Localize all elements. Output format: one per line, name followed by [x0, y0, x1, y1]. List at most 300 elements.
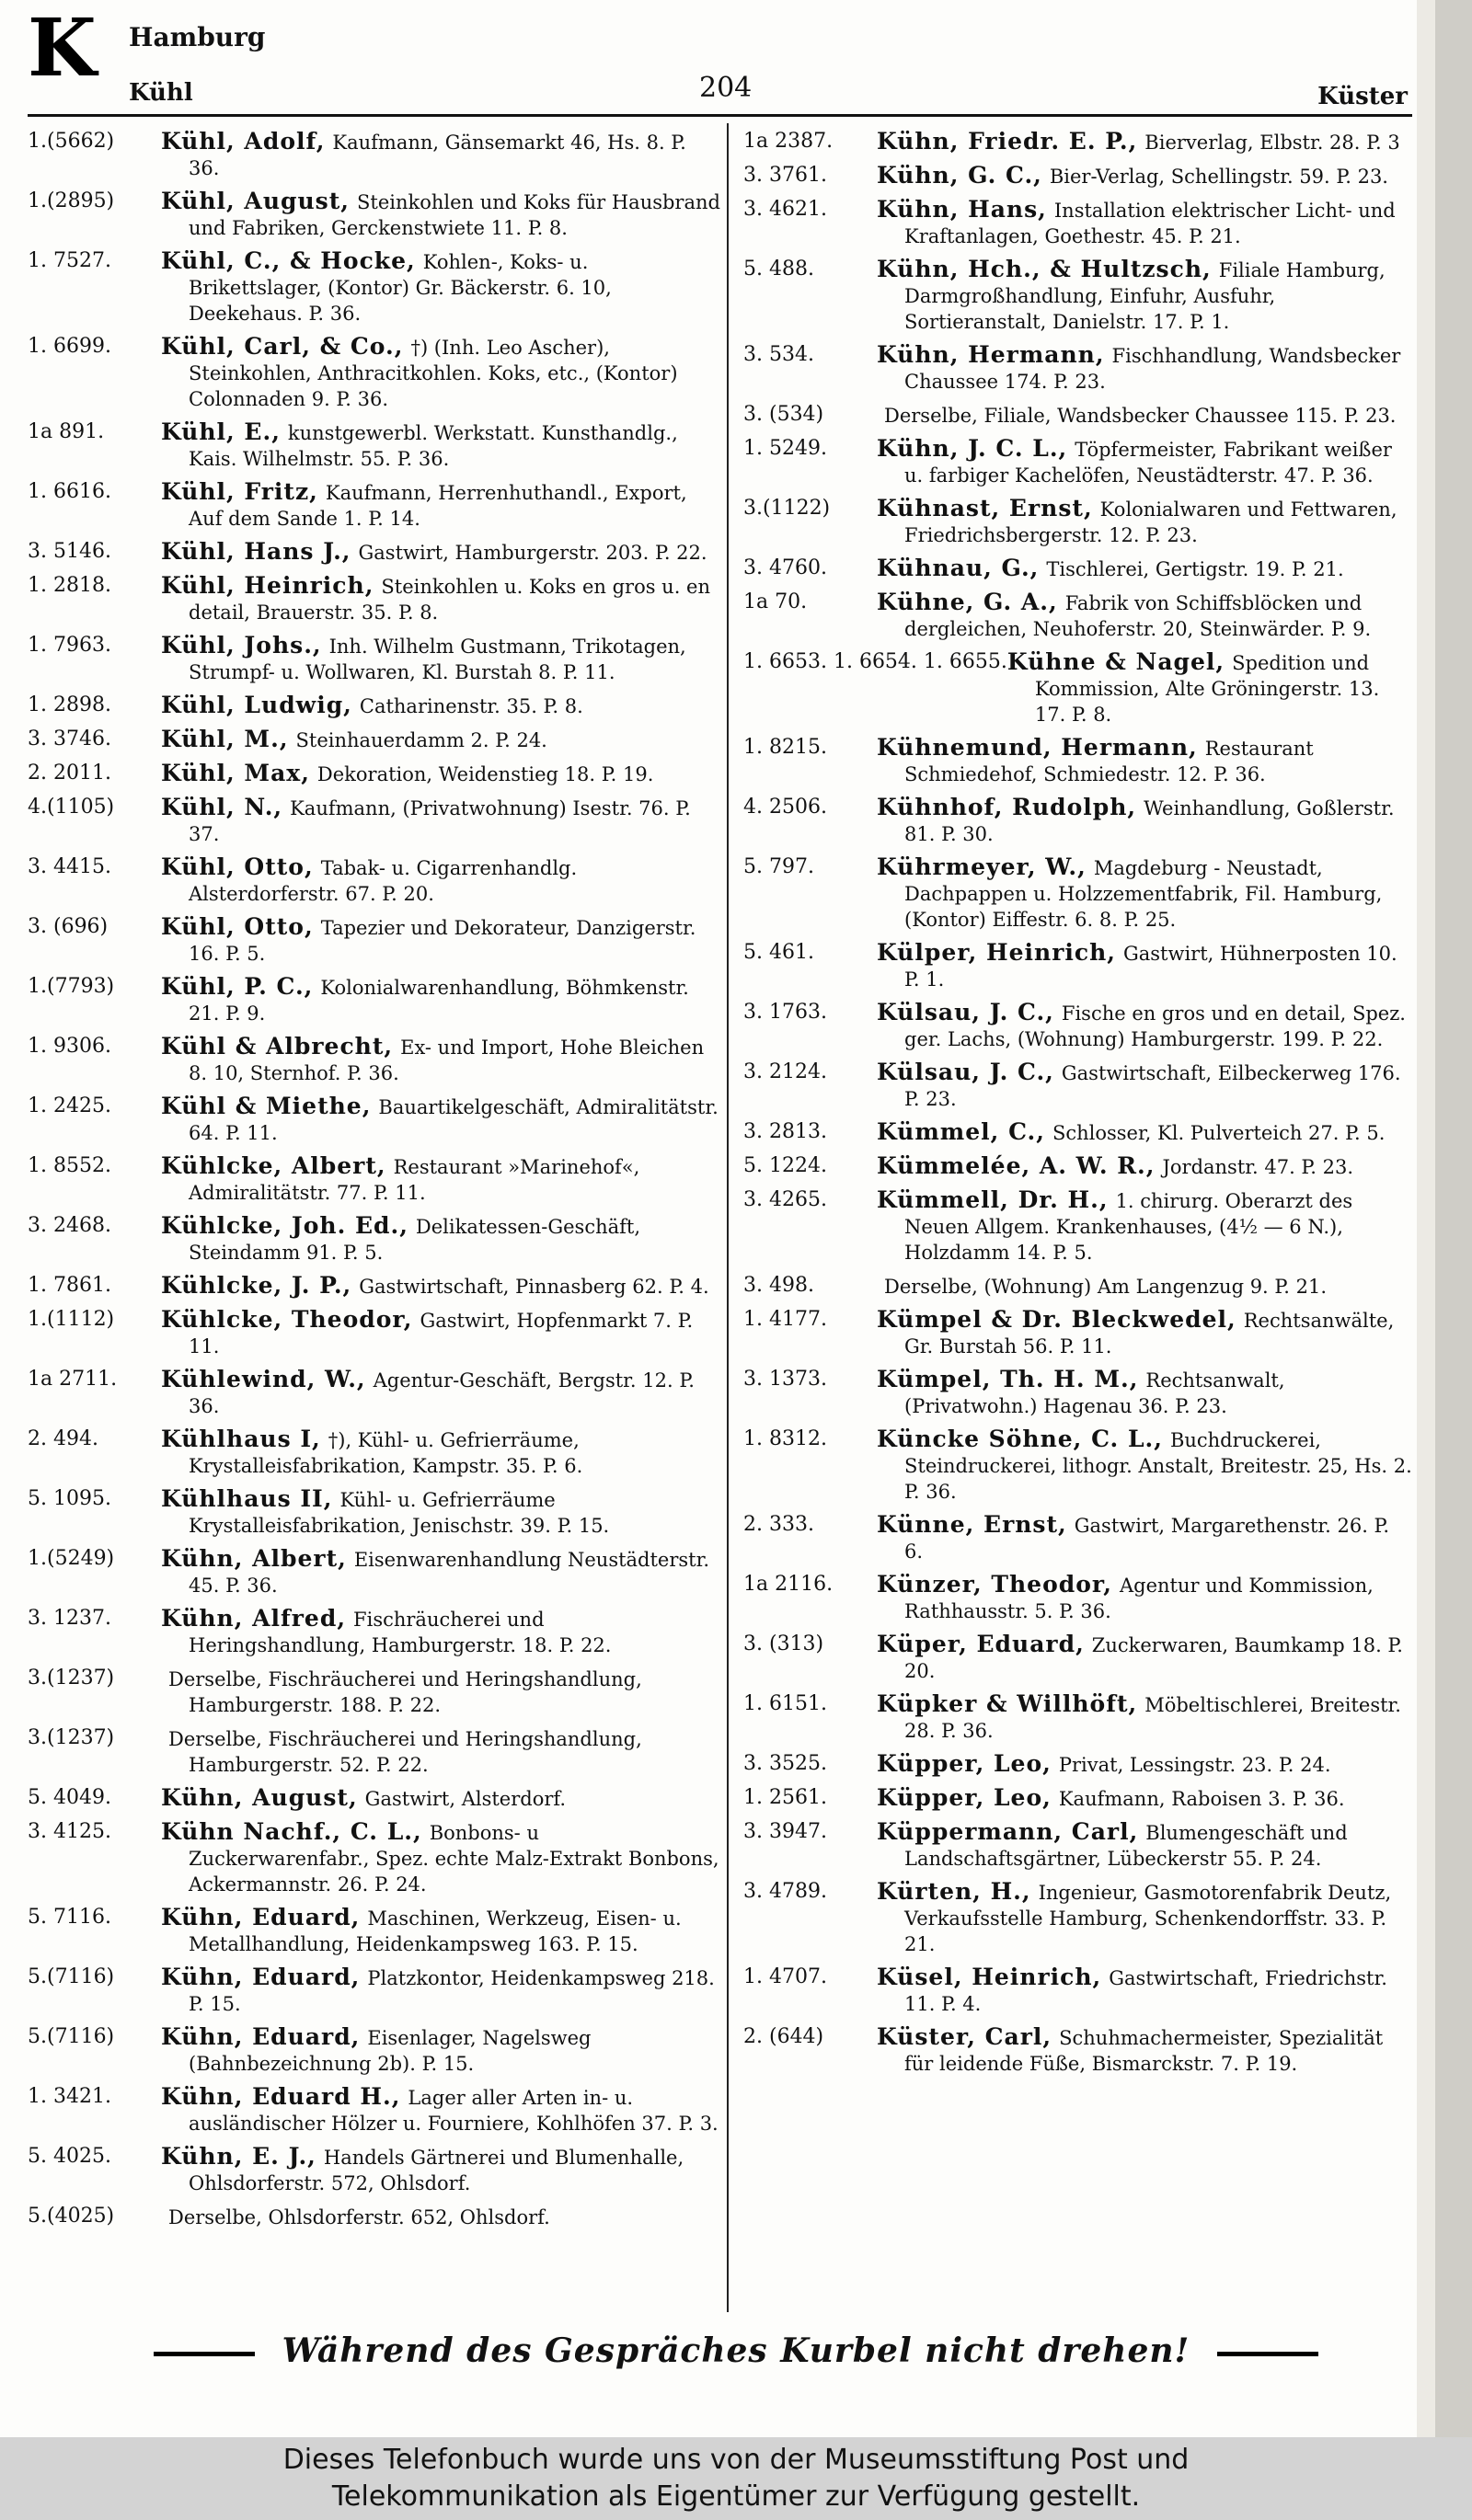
subscriber-name: Kühl, M.,: [161, 726, 289, 752]
subscriber-name: Kümmell, Dr. H.,: [877, 1186, 1109, 1213]
directory-entry: [743, 436, 1412, 488]
subscriber-name: Küsel, Heinrich,: [877, 1964, 1102, 1990]
subscriber-details: Kolonialwarenhandlung, Böhmkenstr. 21. P. 9.: [189, 977, 689, 1025]
entry-text: [161, 573, 722, 625]
entry-text: [877, 1632, 1412, 1684]
phone-number: 1. 2561.: [743, 1786, 827, 1809]
directory-entry: [743, 1187, 1412, 1266]
entry-text: [877, 163, 1412, 189]
subscriber-details: Weinhandlung, Goßlerstr. 81. P. 30.: [904, 797, 1395, 845]
subscriber-details: Gastwirtschaft, Pinnasberg 62. P. 4.: [359, 1276, 709, 1298]
phone-number: 3. 3746.: [28, 727, 111, 750]
phone-number: 1. 6699.: [28, 335, 111, 358]
phone-number: 1a 2387.: [743, 130, 834, 153]
left-column: [28, 129, 722, 2318]
entry-text: [877, 1572, 1412, 1624]
subscriber-details: Kühl- u. Gefrierräume Krystalleisfabrikation, Jenischstr. 39. P. 15.: [189, 1489, 610, 1537]
entry-text: [877, 735, 1412, 787]
directory-entry: [28, 248, 722, 326]
phone-number: 1a 2711.: [28, 1368, 118, 1391]
subscriber-details: Magdeburg - Neustadt, Dachpappen u. Holzzementfabrik, Fil. Hamburg, (Kontor) Eiffestr. 6. 8. P. 25.: [904, 857, 1383, 931]
directory-entry: [28, 795, 722, 847]
subscriber-details: Fischhandlung, Wandsbecker Chaussee 174. P. 23.: [904, 345, 1401, 393]
subscriber-name: Kühlewind, W.,: [161, 1366, 366, 1392]
phone-number: 2. (644): [743, 2025, 824, 2048]
subscriber-name: Kühlcke, Albert,: [161, 1152, 386, 1179]
subscriber-details: Lager aller Arten in- u. ausländischer Hölzer u. Fourniere, Kohlhöfen 37. P. 3.: [189, 2087, 719, 2135]
directory-entry: [28, 1546, 722, 1598]
directory-entry: [28, 693, 722, 719]
directory-entry: [28, 1426, 722, 1479]
entry-text: [1007, 649, 1412, 727]
directory-entry: [743, 590, 1412, 642]
entry-text: [161, 1034, 722, 1086]
subscriber-name: Kühl, Carl, & Co.,: [161, 333, 404, 360]
entry-text: [877, 342, 1412, 395]
entry-text: [161, 479, 722, 532]
directory-entry: [743, 1307, 1412, 1359]
directory-entry: [743, 197, 1412, 249]
subscriber-details: Tischlerei, Gertigstr. 19. P. 21.: [1046, 558, 1344, 580]
subscriber-details: Blumengeschäft und Landschaftsgärtner, Lübeckerstr 55. P. 24.: [904, 1822, 1348, 1870]
phone-number: 3. 2468.: [28, 1214, 111, 1237]
subscriber-name: Kühn, Friedr. E. P.,: [877, 129, 1138, 155]
credit-line-2: Telekommunikation als Eigentümer zur Verfügung gestellt.: [331, 2480, 1141, 2513]
entry-text: [877, 1751, 1412, 1778]
subscriber-details: Steinhauerdamm 2. P. 24.: [295, 729, 547, 751]
credit-text: [0, 2442, 1472, 2515]
phone-number: 1.(5662): [28, 130, 115, 153]
phone-number: 1. 7963.: [28, 634, 111, 657]
entry-text: [161, 1307, 722, 1359]
subscriber-name: Küppermann, Carl,: [877, 1818, 1139, 1845]
entry-text: [161, 1905, 722, 1957]
subscriber-details: Spedition und Kommission, Alte Gröningerstr. 13. 17. P. 8.: [1034, 652, 1380, 726]
subscriber-name: Kühl, P. C.,: [161, 973, 314, 1000]
directory-entry: [28, 1153, 722, 1206]
directory-entry: [743, 1751, 1412, 1778]
entry-text: [161, 854, 722, 907]
subscriber-name: Kühl, Johs.,: [161, 632, 322, 659]
subscriber-name: Kühne & Nagel,: [1006, 648, 1225, 675]
directory-entry: [743, 2024, 1412, 2077]
entry-text: [161, 633, 722, 685]
subscriber-details: Restaurant Schmiedehof, Schmiedestr. 12. P. 36.: [904, 738, 1314, 785]
phone-number: 1. 6616.: [28, 480, 111, 503]
phone-number: 2. 494.: [28, 1427, 98, 1450]
subscriber-name: Kümmelée, A. W. R.,: [877, 1152, 1156, 1179]
entry-text: [161, 693, 722, 719]
entry-text: [161, 1486, 722, 1539]
subscriber-name: Kümpel & Dr. Bleckwedel,: [877, 1306, 1236, 1333]
phone-number: 1. 4707.: [743, 1965, 827, 1988]
subscriber-details: Jordanstr. 47. P. 23.: [1162, 1156, 1354, 1178]
subscriber-details: Catharinenstr. 35. P. 8.: [359, 695, 583, 717]
phone-number: 1. 7527.: [28, 249, 111, 272]
subscriber-name: Kühlcke, Joh. Ed.,: [161, 1212, 408, 1239]
entry-text: [161, 2204, 722, 2230]
subscriber-name: Künne, Ernst,: [877, 1511, 1067, 1538]
subscriber-details: Ex- und Import, Hohe Bleichen 8. 10, Sternhof. P. 36.: [189, 1037, 705, 1084]
phone-number: 3. 3947.: [743, 1820, 827, 1843]
entry-text: [161, 1785, 722, 1812]
directory-entry: [28, 129, 722, 181]
subscriber-details: Gastwirtschaft, Friedrichstr. 11. P. 4.: [904, 1967, 1387, 2015]
subscriber-name: Kühn, Alfred,: [161, 1605, 347, 1632]
entry-text: [161, 1606, 722, 1658]
subscriber-details: Gastwirtschaft, Eilbeckerweg 176. P. 23.: [904, 1062, 1401, 1110]
directory-entry: [28, 854, 722, 907]
credit-line-1: Dieses Telefonbuch wurde uns von der Museumsstiftung Post und: [282, 2444, 1190, 2476]
phone-number: 3. 4621.: [743, 198, 827, 221]
footer-rule-right: [1217, 2352, 1318, 2356]
subscriber-details: Steinkohlen u. Koks en gros u. en detail, Brauerstr. 35. P. 8.: [189, 576, 710, 624]
phone-number: 1.(2895): [28, 189, 115, 212]
directory-entry: [743, 649, 1412, 727]
page-number: 204: [699, 72, 753, 104]
subscriber-name: Kürten, H.,: [877, 1878, 1031, 1905]
phone-number: 3. 2813.: [743, 1120, 827, 1143]
directory-entry: [743, 556, 1412, 582]
entry-text: [161, 2144, 722, 2196]
subscriber-details: Buchdruckerei, Steindruckerei, lithogr. Anstalt, Breitestr. 25, Hs. 2. P. 36.: [904, 1429, 1412, 1503]
entry-text: [877, 1187, 1412, 1266]
directory-entry: [743, 1119, 1412, 1146]
last-entry-keyword: Küster: [1317, 83, 1408, 110]
phone-number: 1a 2116.: [743, 1573, 834, 1596]
entry-text: [877, 590, 1412, 642]
phone-number: 1. 7861.: [28, 1274, 111, 1297]
phone-number: 3. 1373.: [743, 1368, 827, 1391]
subscriber-name: Kühl, E.,: [161, 418, 281, 445]
subscriber-name: Kühlhaus II,: [161, 1485, 333, 1512]
directory-entry: [743, 496, 1412, 548]
phone-number: 3. 4415.: [28, 855, 111, 878]
subscriber-details: Derselbe, (Wohnung) Am Langenzug 9. P. 21.: [884, 1276, 1328, 1298]
entry-text: [161, 974, 722, 1026]
subscriber-details: 1. chirurg. Oberarzt des Neuen Allgem. Krankenhauses, (4½ — 6 N.), Holzdamm 14. P. 5.: [904, 1190, 1353, 1264]
directory-entry: [28, 1964, 722, 2017]
directory-entry: [28, 727, 722, 753]
subscriber-name: Kühn, Hch., & Hultzsch,: [877, 256, 1212, 282]
subscriber-name: Küpper, Leo,: [877, 1750, 1052, 1777]
directory-entry: [28, 573, 722, 625]
phone-number: 3. (313): [743, 1632, 824, 1655]
phone-number: 1. 3421.: [28, 2085, 111, 2108]
phone-number: 3. 1763.: [743, 1001, 827, 1024]
phone-number: 1a 70.: [743, 590, 808, 613]
entry-text: [161, 419, 722, 472]
subscriber-details: Gastwirt, Alsterdorf.: [364, 1788, 567, 1810]
directory-entry: [28, 914, 722, 967]
directory-entry: [28, 1094, 722, 1146]
subscriber-details: Kaufmann, (Privatwohnung) Isestr. 76. P. 37.: [189, 797, 691, 845]
phone-number: 5.(4025): [28, 2205, 115, 2228]
phone-number: 3. 3525.: [743, 1752, 827, 1775]
subscriber-name: Kümpel, Th. H. M.,: [877, 1366, 1139, 1392]
subscriber-details: Agentur und Kommission, Rathhausstr. 5. P. 36.: [904, 1575, 1374, 1622]
phone-number: 3. 4760.: [743, 556, 827, 579]
entry-text: [877, 1819, 1412, 1872]
phone-number: 1. 8552.: [28, 1154, 111, 1177]
entry-text: [161, 795, 722, 847]
entry-text: [161, 539, 722, 566]
directory-entry: [743, 940, 1412, 992]
phone-number: 1. 4177.: [743, 1308, 827, 1331]
subscriber-details: Schuhmachermeister, Spezialität für leidende Füße, Bismarckstr. 7. P. 19.: [904, 2027, 1384, 2075]
directory-entry: [743, 1367, 1412, 1419]
directory-entry: [28, 761, 722, 787]
subscriber-name: Kühn Nachf., C. L.,: [161, 1818, 422, 1845]
subscriber-name: Kühl, Otto,: [161, 913, 314, 940]
entry-text: [161, 1273, 722, 1300]
entry-text: [161, 1426, 722, 1479]
entry-text: [877, 1119, 1412, 1146]
entry-text: [877, 496, 1412, 548]
entry-text: [877, 1879, 1412, 1957]
phone-number: 3. 534.: [743, 343, 814, 366]
phone-number: 4. 2506.: [743, 796, 827, 819]
entry-text: [877, 1964, 1412, 2017]
subscriber-details: Eisenwarenhandlung Neustädterstr. 45. P. 36.: [189, 1549, 710, 1597]
subscriber-details: Tapezier und Dekorateur, Danzigerstr. 16. P. 5.: [189, 917, 696, 965]
directory-entry: [28, 334, 722, 412]
subscriber-name: Kümmel, C.,: [877, 1118, 1045, 1145]
subscriber-details: Platzkontor, Heidenkampsweg 218. P. 15.: [189, 1967, 715, 2015]
directory-entry: [28, 2204, 722, 2230]
subscriber-details: Gastwirt, Hopfenmarkt 7. P. 11.: [189, 1310, 694, 1357]
phone-number: 3. 3761.: [743, 164, 827, 187]
header-rule: [28, 114, 1412, 117]
directory-entry: [28, 1307, 722, 1359]
subscriber-details: Ingenieur, Gasmotorenfabrik Deutz, Verkaufsstelle Hamburg, Schenkendorffstr. 33. P. 21.: [904, 1882, 1392, 1955]
subscriber-name: Küster, Carl,: [877, 2023, 1052, 2050]
entry-text: [161, 1819, 722, 1897]
directory-entry: [743, 1879, 1412, 1957]
subscriber-name: Külsau, J. C.,: [877, 1059, 1054, 1085]
subscriber-name: Kühl, Max,: [161, 760, 310, 786]
directory-entry: [743, 1785, 1412, 1812]
phone-number: 1a 891.: [28, 420, 105, 443]
entry-text: [161, 2024, 722, 2077]
phone-number: 2. 2011.: [28, 762, 111, 785]
subscriber-name: Kühne, G. A.,: [877, 589, 1058, 615]
subscriber-details: Bonbons- u Zuckerwarenfabr., Spez. echte Malz-Extrakt Bonbons, Ackermannstr. 26. P. 24.: [189, 1822, 719, 1896]
phone-number: 3. 498.: [743, 1274, 814, 1297]
subscriber-details: Derselbe, Filiale, Wandsbecker Chaussee 115. P. 23.: [884, 405, 1397, 427]
subscriber-details: Fabrik von Schiffsblöcken und dergleichen, Neuhoferstr. 20, Steinwärder. P. 9.: [904, 592, 1372, 640]
directory-entry: [28, 2024, 722, 2077]
directory-entry: [743, 735, 1412, 787]
entry-text: [161, 1546, 722, 1598]
subscriber-name: Kührmeyer, W.,: [877, 853, 1087, 880]
subscriber-details: Gastwirt, Margarethenstr. 26. P. 6.: [904, 1515, 1390, 1563]
directory-entry: [28, 1367, 722, 1419]
phone-number: 5. 488.: [743, 258, 814, 281]
first-entry-keyword: Kühl: [129, 79, 193, 107]
entry-text: [161, 2084, 722, 2136]
directory-entry: [743, 163, 1412, 189]
subscriber-details: Schlosser, Kl. Pulverteich 27. P. 5.: [1052, 1122, 1386, 1144]
entry-text: [161, 1367, 722, 1419]
subscriber-details: Derselbe, Ohlsdorferstr. 652, Ohlsdorf.: [168, 2206, 550, 2228]
subscriber-name: Kühn, Hermann,: [877, 341, 1105, 368]
subscriber-name: Kühn, August,: [161, 1784, 358, 1811]
subscriber-name: Kühl, Fritz,: [161, 478, 318, 505]
subscriber-name: Kühlcke, Theodor,: [161, 1306, 413, 1333]
phone-number: 3. (534): [743, 403, 824, 426]
entry-text: [877, 257, 1412, 335]
entry-text: [161, 1666, 722, 1718]
subscriber-name: Kühnau, G.,: [877, 555, 1040, 581]
directory-entry: [28, 1905, 722, 1957]
subscriber-name: Kühn, Eduard,: [161, 1904, 361, 1930]
subscriber-name: Küncke Söhne, C. L.,: [877, 1426, 1163, 1452]
entry-text: [161, 1153, 722, 1206]
directory-entry: [743, 1632, 1412, 1684]
entry-text: [161, 761, 722, 787]
subscriber-details: Kaufmann, Herrenhuthandl., Export, Auf dem Sande 1. P. 14.: [189, 482, 687, 530]
page-header: [0, 0, 1472, 120]
section-letter: K: [28, 2, 97, 95]
phone-number: 3.(1122): [743, 497, 831, 520]
phone-number: 3. 4265.: [743, 1188, 827, 1211]
subscriber-name: Kühl, C., & Hocke,: [161, 247, 416, 274]
phone-number: 5. 1095.: [28, 1487, 111, 1510]
subscriber-details: Kohlen-, Koks- u. Brikettslager, (Kontor) Gr. Bäckerstr. 6. 10, Deekehaus. P. 36.: [189, 251, 612, 325]
subscriber-details: Installation elektrischer Licht- und Kraftanlagen, Goethestr. 45. P. 21.: [904, 200, 1396, 247]
phone-number: 3. 1237.: [28, 1607, 111, 1630]
subscriber-name: Kühl & Albrecht,: [161, 1033, 394, 1060]
directory-entry: [743, 1819, 1412, 1872]
phone-number: 3. 2124.: [743, 1060, 827, 1083]
entry-text: [877, 1512, 1412, 1564]
entry-text: [161, 189, 722, 241]
directory-entry: [28, 419, 722, 472]
right-column: [743, 129, 1412, 2318]
phone-number: 3. 4789.: [743, 1880, 827, 1903]
subscriber-name: Kühn, Eduard,: [161, 2023, 361, 2050]
entry-text: [161, 1964, 722, 2017]
phone-number: 5. 1224.: [743, 1154, 827, 1177]
phone-number: 1. 8312.: [743, 1427, 827, 1450]
subscriber-name: Kühlcke, J. P.,: [161, 1272, 352, 1299]
directory-entry: [743, 402, 1412, 429]
directory-entry: [743, 1000, 1412, 1052]
directory-entry: [743, 854, 1412, 933]
directory-entry: [28, 1725, 722, 1778]
phone-number: 1. 5249.: [743, 437, 827, 460]
subscriber-details: Rechtsanwalt, (Privatwohn.) Hagenau 36. P. 23.: [904, 1369, 1285, 1417]
entry-text: [161, 1094, 722, 1146]
entry-text: [877, 1307, 1412, 1359]
entry-text: [877, 1060, 1412, 1112]
subscriber-details: Handels Gärtnerei und Blumenhalle, Ohlsdorferstr. 572, Ohlsdorf.: [189, 2147, 684, 2194]
directory-entry: [28, 1034, 722, 1086]
phone-number: 5. 797.: [743, 855, 814, 878]
subscriber-details: Inh. Wilhelm Gustmann, Trikotagen, Strumpf- u. Wollwaren, Kl. Burstah 8. P. 11.: [189, 636, 686, 683]
subscriber-name: Kühl, Ludwig,: [161, 692, 352, 718]
directory-entry: [743, 342, 1412, 395]
subscriber-details: Kolonialwaren und Fettwaren, Friedrichsbergerstr. 12. P. 23.: [904, 498, 1397, 546]
subscriber-details: Filiale Hamburg, Darmgroßhandlung, Einfuhr, Ausfuhr, Sortieranstalt, Danielstr. 17. P. 1.: [904, 259, 1386, 333]
subscriber-name: Küpker & Willhöft,: [877, 1690, 1138, 1717]
phone-number: 1.(7793): [28, 975, 115, 998]
subscriber-name: Kühn, Eduard H.,: [161, 2083, 401, 2110]
entry-text: [877, 1000, 1412, 1052]
subscriber-name: Kühl, Adolf,: [161, 129, 326, 155]
subscriber-details: Maschinen, Werkzeug, Eisen- u. Metallhandlung, Heidenkampsweg 163. P. 15.: [189, 1907, 682, 1955]
subscriber-details: Kaufmann, Raboisen 3. P. 36.: [1058, 1788, 1345, 1810]
subscriber-name: Kühl, August,: [161, 188, 350, 214]
entry-text: [161, 1725, 722, 1778]
directory-entry: [28, 1273, 722, 1300]
directory-entry: [28, 1785, 722, 1812]
phone-number: 5. 4049.: [28, 1786, 111, 1809]
subscriber-name: Kühl, Hans J.,: [161, 538, 351, 565]
subscriber-name: Kühn, Albert,: [161, 1545, 347, 1572]
phone-number: 1. 6653. 1. 6654. 1. 6655.: [743, 650, 1007, 673]
entry-text: [161, 727, 722, 753]
directory-entry: [743, 257, 1412, 335]
subscriber-details: Tabak- u. Cigarrenhandlg. Alsterdorferstr. 67. P. 20.: [189, 857, 578, 905]
subscriber-name: Kühl, Heinrich,: [161, 572, 374, 599]
entry-text: [161, 129, 722, 181]
subscriber-name: Kühn, J. C. L.,: [877, 435, 1068, 462]
footer-rule-left: [154, 2352, 255, 2356]
page-edge-shadow: [1435, 0, 1472, 2437]
entry-text: [161, 1213, 722, 1266]
subscriber-name: Kühn, G. C.,: [877, 162, 1042, 189]
entry-text: [161, 914, 722, 967]
directory-entry: [28, 1213, 722, 1266]
phone-number: 5.(7116): [28, 2025, 115, 2048]
phone-number: 1. 2425.: [28, 1094, 111, 1117]
directory-entry: [28, 1606, 722, 1658]
directory-entry: [28, 479, 722, 532]
directory-entry: [743, 1512, 1412, 1564]
directory-entry: [28, 2084, 722, 2136]
subscriber-details: Delikatessen-Geschäft, Steindamm 91. P. 5.: [189, 1216, 641, 1264]
entry-text: [877, 940, 1412, 992]
directory-entry: [28, 1819, 722, 1897]
subscriber-name: Küper, Eduard,: [877, 1631, 1085, 1657]
subscriber-name: Kühn, Hans,: [877, 196, 1047, 223]
directory-entry: [28, 539, 722, 566]
phone-number: 2. 333.: [743, 1513, 814, 1536]
subscriber-details: kunstgewerbl. Werkstatt. Kunsthandlg., Kais. Wilhelmstr. 55. P. 36.: [189, 422, 678, 470]
entry-text: [161, 334, 722, 412]
footer-notice-text: Während des Gespräches Kurbel nicht drehen!: [282, 2331, 1190, 2370]
entry-text: [877, 129, 1412, 155]
subscriber-name: Kühnhof, Rudolph,: [877, 794, 1137, 820]
subscriber-details: Privat, Lessingstr. 23. P. 24.: [1058, 1754, 1331, 1776]
subscriber-details: Derselbe, Fischräucherei und Heringshandlung, Hamburgerstr. 52. P. 22.: [168, 1728, 642, 1776]
phone-number: 3.(1237): [28, 1726, 115, 1749]
subscriber-name: Kühl, N.,: [161, 794, 283, 820]
entry-text: [877, 402, 1412, 429]
entry-text: [877, 2024, 1412, 2077]
subscriber-details: Dekoration, Weidenstieg 18. P. 19.: [316, 763, 654, 785]
directory-entry: [743, 1060, 1412, 1112]
phone-number: 1. 9306.: [28, 1035, 111, 1058]
phone-number: 1. 2818.: [28, 574, 111, 597]
directory-entry: [743, 1691, 1412, 1744]
subscriber-details: Fischräucherei und Heringshandlung, Hamburgerstr. 18. P. 22.: [189, 1609, 612, 1656]
subscriber-name: Kühl, Otto,: [161, 853, 314, 880]
subscriber-name: Künzer, Theodor,: [877, 1571, 1112, 1598]
subscriber-details: Rechtsanwälte, Gr. Burstah 56. P. 11.: [904, 1310, 1395, 1357]
